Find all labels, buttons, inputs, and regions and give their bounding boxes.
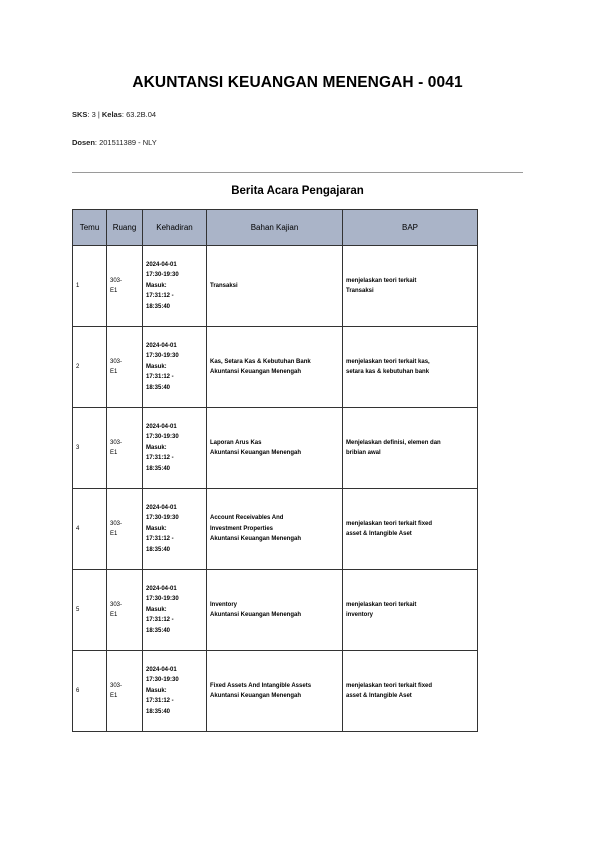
table-row bbox=[73, 570, 478, 651]
dosen-value: : 201511389 - NLY bbox=[94, 138, 157, 147]
kehadiran-cell-line: 17:30-19:30 bbox=[146, 353, 179, 360]
bap-cell-line: menjelaskan teori terkait fixed bbox=[346, 520, 433, 527]
ruang-cell-line: E1 bbox=[110, 369, 118, 375]
page-title: AKUNTANSI KEUANGAN MENENGAH - 0041 bbox=[132, 74, 463, 91]
kehadiran-cell-line: 17:31:12 - bbox=[146, 698, 174, 705]
bap-cell-line: Menjelaskan definisi, elemen dan bbox=[346, 439, 441, 446]
kehadiran-cell-line: 18:35:40 bbox=[146, 303, 171, 310]
column-header-ruang: Ruang bbox=[107, 210, 143, 246]
ruang-cell bbox=[107, 651, 143, 732]
bap-cell bbox=[343, 246, 478, 327]
ruang-cell bbox=[107, 408, 143, 489]
column-header-temu: Temu bbox=[73, 210, 107, 246]
kehadiran-cell bbox=[143, 246, 207, 327]
sks-value: : 3 | bbox=[87, 110, 102, 119]
bahan-kajian-cell bbox=[207, 327, 343, 408]
bap-cell-line: menjelaskan teori terkait bbox=[346, 601, 417, 608]
column-header-bap: BAP bbox=[343, 210, 478, 246]
sks-label: SKS bbox=[72, 110, 88, 119]
temu-cell: 6 bbox=[73, 651, 107, 732]
kehadiran-cell-line: 17:30-19:30 bbox=[146, 596, 179, 603]
kehadiran-cell bbox=[143, 489, 207, 570]
sks-kelas-line bbox=[72, 110, 156, 119]
kehadiran-cell-line: 17:31:12 - bbox=[146, 293, 174, 300]
kehadiran-cell bbox=[143, 570, 207, 651]
kehadiran-cell-line: Masuk: bbox=[146, 606, 167, 613]
bahan-kajian-cell-line: Investment Properties bbox=[210, 525, 274, 532]
temu-cell: 5 bbox=[73, 570, 107, 651]
table-header-row bbox=[73, 210, 478, 246]
temu-cell: 3 bbox=[73, 408, 107, 489]
column-header-kehadiran: Kehadiran bbox=[143, 210, 207, 246]
kehadiran-cell-line: 17:30-19:30 bbox=[146, 677, 179, 684]
bap-cell-line: bribian awal bbox=[346, 450, 381, 456]
temu-cell: 4 bbox=[73, 489, 107, 570]
table-row bbox=[73, 246, 478, 327]
bap-cell-line: asset & Intangible Aset bbox=[346, 531, 412, 537]
kehadiran-cell-line: 18:35:40 bbox=[146, 546, 171, 553]
bahan-kajian-cell-line: Transaksi bbox=[210, 282, 238, 289]
ruang-cell-line: E1 bbox=[110, 450, 118, 456]
bahan-kajian-cell-line: Laporan Arus Kas bbox=[210, 439, 262, 446]
bahan-kajian-cell-line: Akuntansi Keuangan Menengah bbox=[210, 450, 302, 456]
bahan-kajian-cell bbox=[207, 570, 343, 651]
bap-cell bbox=[343, 327, 478, 408]
kehadiran-cell-line: 2024-04-01 bbox=[146, 666, 177, 673]
kehadiran-cell-line: 18:35:40 bbox=[146, 627, 171, 634]
bap-cell-line: asset & Intangible Aset bbox=[346, 693, 412, 699]
kehadiran-cell-line: 17:31:12 - bbox=[146, 536, 174, 543]
kehadiran-cell-line: 2024-04-01 bbox=[146, 585, 177, 592]
table-row bbox=[73, 651, 478, 732]
ruang-cell-line: E1 bbox=[110, 531, 118, 537]
section-title: Berita Acara Pengajaran bbox=[231, 185, 364, 197]
divider bbox=[72, 172, 523, 173]
table-row bbox=[73, 489, 478, 570]
ruang-cell-line: 303- bbox=[110, 277, 123, 284]
bahan-kajian-cell-line: Account Receivables And bbox=[210, 515, 284, 522]
ruang-cell-line: E1 bbox=[110, 288, 118, 294]
bap-cell-line: menjelaskan teori terkait kas, bbox=[346, 358, 430, 365]
kehadiran-cell-line: 2024-04-01 bbox=[146, 261, 177, 268]
temu-cell: 1 bbox=[73, 246, 107, 327]
kehadiran-cell-line: 2024-04-01 bbox=[146, 423, 177, 430]
bahan-kajian-cell bbox=[207, 651, 343, 732]
dosen-line bbox=[72, 138, 157, 147]
kehadiran-cell-line: Masuk: bbox=[146, 525, 167, 532]
kehadiran-cell-line: 17:30-19:30 bbox=[146, 515, 179, 522]
ruang-cell bbox=[107, 489, 143, 570]
kehadiran-cell-line: Masuk: bbox=[146, 444, 167, 451]
ruang-cell-line: E1 bbox=[110, 612, 118, 618]
kehadiran-cell-line: Masuk: bbox=[146, 687, 167, 694]
dosen-label: Dosen bbox=[72, 138, 95, 147]
bahan-kajian-cell-line: Akuntansi Keuangan Menengah bbox=[210, 536, 302, 543]
kehadiran-cell-line: 17:31:12 - bbox=[146, 617, 174, 624]
bap-cell bbox=[343, 570, 478, 651]
ruang-cell-line: 303- bbox=[110, 682, 123, 689]
table-body bbox=[73, 246, 478, 732]
kehadiran-cell-line: 17:31:12 - bbox=[146, 455, 174, 462]
ruang-cell bbox=[107, 327, 143, 408]
bap-table bbox=[72, 209, 478, 732]
bahan-kajian-cell bbox=[207, 246, 343, 327]
bap-cell-line: setara kas & kebutuhan bank bbox=[346, 369, 430, 375]
kehadiran-cell bbox=[143, 651, 207, 732]
table-row bbox=[73, 327, 478, 408]
kehadiran-cell-line: Masuk: bbox=[146, 363, 167, 370]
kehadiran-cell-line: 18:35:40 bbox=[146, 384, 171, 391]
bap-cell bbox=[343, 408, 478, 489]
ruang-cell bbox=[107, 570, 143, 651]
bahan-kajian-cell bbox=[207, 489, 343, 570]
bahan-kajian-cell-line: Inventory bbox=[210, 601, 238, 608]
bahan-kajian-cell-line: Akuntansi Keuangan Menengah bbox=[210, 612, 302, 618]
bap-cell-line: menjelaskan teori terkait bbox=[346, 277, 417, 284]
kehadiran-cell-line: Masuk: bbox=[146, 282, 167, 289]
kehadiran-cell-line: 2024-04-01 bbox=[146, 504, 177, 511]
bap-cell bbox=[343, 651, 478, 732]
kelas-label: Kelas bbox=[101, 110, 122, 119]
bahan-kajian-cell-line: Fixed Assets And Intangible Assets bbox=[210, 682, 312, 689]
kehadiran-cell-line: 17:30-19:30 bbox=[146, 272, 179, 279]
ruang-cell-line: 303- bbox=[110, 439, 123, 446]
bahan-kajian-cell-line: Akuntansi Keuangan Menengah bbox=[210, 693, 302, 699]
kehadiran-cell bbox=[143, 408, 207, 489]
kehadiran-cell-line: 17:31:12 - bbox=[146, 374, 174, 381]
bap-cell-line: menjelaskan teori terkait fixed bbox=[346, 682, 433, 689]
kehadiran-cell-line: 18:35:40 bbox=[146, 708, 171, 715]
ruang-cell bbox=[107, 246, 143, 327]
kehadiran-cell-line: 2024-04-01 bbox=[146, 342, 177, 349]
bap-cell bbox=[343, 489, 478, 570]
kehadiran-cell-line: 17:30-19:30 bbox=[146, 434, 179, 441]
ruang-cell-line: E1 bbox=[110, 693, 118, 699]
bahan-kajian-cell bbox=[207, 408, 343, 489]
ruang-cell-line: 303- bbox=[110, 358, 123, 365]
column-header-bahan-kajian: Bahan Kajian bbox=[207, 210, 343, 246]
bahan-kajian-cell-line: Kas, Setara Kas & Kebutuhan Bank bbox=[210, 358, 311, 365]
kehadiran-cell-line: 18:35:40 bbox=[146, 465, 171, 472]
bap-cell-line: inventory bbox=[346, 612, 374, 618]
ruang-cell-line: 303- bbox=[110, 601, 123, 608]
table-row bbox=[73, 408, 478, 489]
bap-cell-line: Transaksi bbox=[346, 288, 374, 294]
ruang-cell-line: 303- bbox=[110, 520, 123, 527]
temu-cell: 2 bbox=[73, 327, 107, 408]
kelas-value: : 63.2B.04 bbox=[121, 110, 157, 119]
bahan-kajian-cell-line: Akuntansi Keuangan Menengah bbox=[210, 369, 302, 375]
kehadiran-cell bbox=[143, 327, 207, 408]
